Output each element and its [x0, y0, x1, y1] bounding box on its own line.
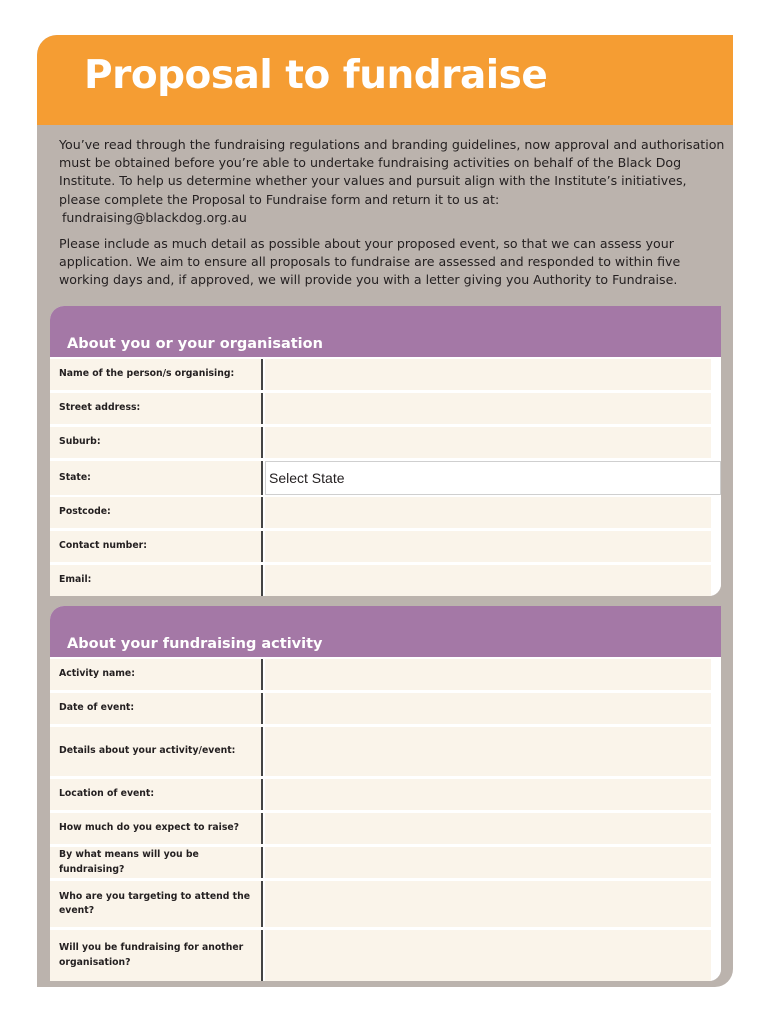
field-label: How much do you expect to raise?: [50, 813, 263, 844]
event-location-input[interactable]: [265, 779, 711, 810]
form-page: [37, 35, 733, 987]
section-header: [50, 306, 721, 357]
form-row-raise: [50, 813, 721, 844]
state-select[interactable]: Select State: [265, 461, 721, 495]
activity-name-input[interactable]: [265, 659, 711, 690]
form-row-street: [50, 393, 721, 424]
form-row-postcode: [50, 497, 721, 528]
page-title: Proposal to fundraise: [84, 53, 548, 98]
contact-email: fundraising@blackdog.org.au: [62, 209, 247, 225]
field-label: Activity name:: [50, 659, 263, 690]
intro-paragraph-2: Please include as much detail as possible about your proposed event, so that we can assess your application. We aim to ensure all proposals to fundraise are assessed and responded to within five working days and, if approved, we will provide you with a letter giving you Authority to Fundraise.: [59, 236, 681, 288]
field-label: Contact number:: [50, 531, 263, 562]
form-row-name: [50, 359, 721, 390]
field-label: State:: [50, 461, 263, 495]
event-date-input[interactable]: [265, 693, 711, 724]
field-label: Who are you targeting to attend the event?: [50, 881, 263, 927]
form-row-details: [50, 727, 721, 776]
form-row-location: [50, 779, 721, 810]
organiser-name-input[interactable]: [265, 359, 711, 390]
postcode-input[interactable]: [265, 497, 711, 528]
title-bar: [37, 35, 733, 125]
field-label: Location of event:: [50, 779, 263, 810]
expected-amount-input[interactable]: [265, 813, 711, 844]
section-header: [50, 606, 721, 657]
email-input[interactable]: [265, 565, 711, 596]
form-row-targeting: [50, 881, 721, 927]
section-about-you: [50, 306, 721, 596]
field-label: By what means will you be fundraising?: [50, 847, 263, 878]
field-label: Date of event:: [50, 693, 263, 724]
target-audience-input[interactable]: [265, 881, 711, 927]
form-row-means: [50, 847, 721, 878]
another-organisation-input[interactable]: [265, 930, 711, 981]
intro-text: [59, 136, 727, 298]
field-label: Details about your activity/event:: [50, 727, 263, 776]
field-label: Name of the person/s organising:: [50, 359, 263, 390]
field-label: Will you be fundraising for another organisation?: [50, 930, 263, 981]
section-title: About your fundraising activity: [67, 636, 323, 652]
contact-number-input[interactable]: [265, 531, 711, 562]
intro-paragraph-1-text: You’ve read through the fundraising regulations and branding guidelines, now approval and authorisation must be obtained before you’re able to undertake fundraising activities on behalf of the Black Dog Institute. To help us determine whether your values and pursuit align with the Institute’s initiatives, please complete the Proposal to Fundraise form and return it to us at:: [59, 137, 725, 207]
form-row-another-org: [50, 930, 721, 981]
form-row-date: [50, 693, 721, 724]
section-fundraising-activity: [50, 606, 721, 981]
form-row-activity-name: [50, 659, 721, 690]
form-row-state: [50, 461, 721, 495]
form-row-email: [50, 565, 721, 596]
form-row-contact: [50, 531, 721, 562]
intro-paragraph-1: [59, 136, 727, 227]
field-label: Suburb:: [50, 427, 263, 458]
street-address-input[interactable]: [265, 393, 711, 424]
field-label: Postcode:: [50, 497, 263, 528]
event-details-input[interactable]: [265, 727, 711, 776]
suburb-input[interactable]: [265, 427, 711, 458]
section-title: About you or your organisation: [67, 336, 323, 352]
field-label: Email:: [50, 565, 263, 596]
fundraising-means-input[interactable]: [265, 847, 711, 878]
form-row-suburb: [50, 427, 721, 458]
field-label: Street address:: [50, 393, 263, 424]
